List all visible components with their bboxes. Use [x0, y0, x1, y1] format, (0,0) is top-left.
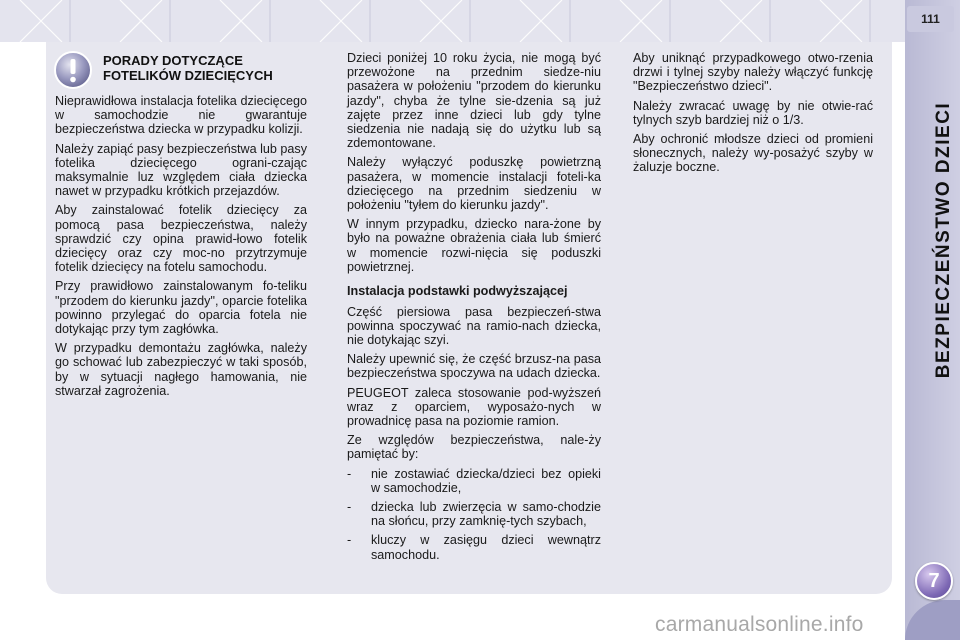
paragraph: Ze względów bezpieczeństwa, nale-ży pamiętać by:	[347, 433, 601, 462]
list-item	[347, 467, 601, 495]
paragraph: Należy wyłączyć poduszkę powietrzną pasażera, w momencie instalacji foteli-ka dziecięcego na przednim siedzeniu w położeniu "tyłem do kierunku jazdy".	[347, 155, 601, 213]
paragraph: Należy zapiąć pasy bezpieczeństwa lub pasy fotelika dziecięcego ograni-czając maksymalnie luz względem ciała dziecka nawet w przypadku krótkich przejazdów.	[55, 141, 308, 199]
list-item-text: dziecka lub zwierzęcia w samo-chodzie na słońcu, przy zamknię-tych szybach,	[371, 499, 601, 529]
paragraph: Aby uniknąć przypadkowego otwo-rzenia drzwi i tylnej szyby należy włączyć funkcję "Bezpieczeństwo dzieci".	[633, 51, 873, 94]
paragraph: W innym przypadku, dziecko nara-żone by było na poważne obrażenia ciała lub śmierć w momencie rozwi-nięcia się poduszki powietrznej.	[347, 217, 601, 274]
page-number: 111	[907, 6, 954, 32]
column-2	[347, 51, 601, 567]
dash-bullet: -	[347, 533, 352, 548]
list-item	[347, 500, 601, 528]
dash-bullet: -	[347, 466, 352, 481]
top-decorative-band	[0, 0, 905, 42]
warning-icon	[53, 50, 93, 90]
paragraph: W przypadku demontażu zagłówka, należy go schować lub zabezpieczyć w taki sposób, by w sytuacji nagłego hamowania, nie stwarzał zagrożenia.	[55, 341, 307, 398]
column-3	[633, 51, 873, 180]
chapter-badge: 7	[915, 562, 953, 600]
paragraph: Część piersiowa pasa bezpieczeń-stwa powinna spoczywać na ramio-nach dziecka, nie dotykając szyi.	[347, 304, 601, 347]
paragraph: Należy upewnić się, że część brzusz-na pasa bezpieczeństwa spoczywa na udach dziecka.	[347, 352, 601, 381]
section-title: BEZPIECZEŃSTWO DZIECI	[933, 101, 954, 379]
paragraph: Aby zainstalować fotelik dziecięcy za pomocą pasa bezpieczeństwa, należy sprawdzić czy opina prawid-łowo fotelik dziecięcy oraz czy moc-no przytrzymuje fotelik dziecięcy na fotelu samochodu.	[55, 203, 307, 275]
list-item-text: kluczy w zasięgu dzieci wewnątrz samochodu.	[371, 533, 601, 562]
heading-line-1: PORADY DOTYCZĄCE	[103, 53, 243, 68]
column-1	[55, 94, 307, 403]
paragraph: Nieprawidłowa instalacja fotelika dziecięcego w samochodzie nie gwarantuje bezpieczeństwa dziecka w przypadku kolizji.	[55, 94, 307, 137]
paragraph: PEUGEOT zaleca stosowanie pod-wyższeń wraz z oparciem, wyposażo-nych w prowadnicę pasa na poziomie ramion.	[347, 385, 601, 428]
list-item-text: nie zostawiać dziecka/dzieci bez opieki w samochodzie,	[371, 466, 601, 495]
diagonal-lines-pattern	[0, 0, 905, 42]
paragraph: Należy zwracać uwagę by nie otwie-rać tylnych szyb bardziej niż o 1/3.	[633, 98, 873, 127]
dash-bullet: -	[347, 499, 352, 514]
watermark-text: carmanualsonline.info	[655, 613, 864, 636]
section-heading	[103, 53, 313, 83]
paragraph: Aby ochronić młodsze dzieci od promieni słonecznych, należy wy-posażyć szyby w żaluzje boczne.	[633, 132, 873, 175]
safety-list	[347, 467, 601, 562]
paragraph: Przy prawidłowo zainstalowanym fo-teliku "przodem do kierunku jazdy", oparcie fotelika powinno przylegać do oparcia fotela nie dotykając przy tym zagłówka.	[55, 279, 307, 337]
heading-line-2: FOTELIKÓW DZIECIĘCYCH	[103, 68, 273, 83]
paragraph: Dzieci poniżej 10 roku życia, nie mogą być przewożone na przednim siedze-niu pasażera w położeniu "przodem do kierunku jazdy", chyba że tylne sie-dzenia są już zajęte przez inne dzieci lub gdy tylne siedzenia nie nadają się do użytku lub są zdemontowane.	[347, 51, 601, 151]
subheading-booster: Instalacja podstawki podwyższającej	[347, 284, 568, 299]
list-item	[347, 533, 601, 561]
